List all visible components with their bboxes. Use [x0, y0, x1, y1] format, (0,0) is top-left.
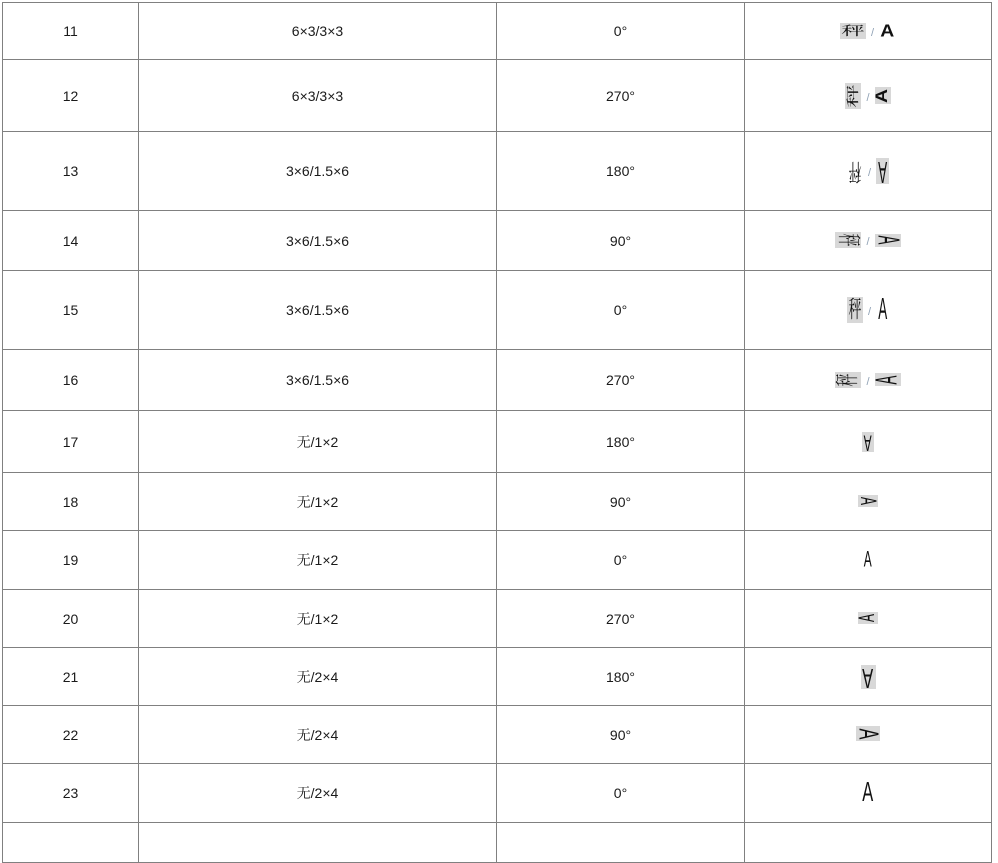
row-index-cell: 14	[3, 211, 139, 271]
char-glyph-text: 秤	[835, 373, 862, 386]
preview-cell	[745, 211, 992, 271]
slash-separator: /	[867, 167, 872, 179]
size-spec-cell: 6×3/3×3	[139, 60, 497, 132]
size-spec-cell: 3×6/1.5×6	[139, 132, 497, 211]
row-index-cell: 21	[3, 648, 139, 706]
table-row	[3, 706, 992, 764]
letter-glyph-text: A	[880, 20, 895, 41]
size-spec-cell: 6×3/3×3	[139, 3, 497, 60]
rotation-cell: 180°	[497, 411, 745, 473]
table-row-partial	[3, 823, 992, 863]
spec-table	[2, 2, 992, 863]
size-spec-cell: 3×6/1.5×6	[139, 211, 497, 271]
letter-glyph-highlighted	[855, 495, 881, 507]
rotation-cell: 270°	[497, 590, 745, 648]
size-spec-cell: 无/2×4	[139, 706, 497, 764]
table-row	[3, 132, 992, 211]
row-index-cell: 11	[3, 3, 139, 60]
preview-cell	[745, 764, 992, 823]
char-glyph-text: 秤	[848, 297, 862, 323]
table-row	[3, 350, 992, 411]
preview-cell	[745, 60, 992, 132]
preview-cell	[745, 648, 992, 706]
letter-glyph-highlighted	[852, 726, 884, 741]
glyph-preview	[840, 22, 896, 39]
slash-separator: /	[867, 306, 872, 318]
char-glyph-text: 秤	[841, 23, 865, 38]
row-index-cell: 16	[3, 350, 139, 411]
row-index-cell: 12	[3, 60, 139, 132]
rotation-cell: 90°	[497, 473, 745, 531]
letter-glyph-highlighted	[876, 154, 889, 188]
letter-glyph-text: A	[862, 661, 874, 692]
letter-glyph-text: A	[870, 235, 905, 245]
table-row	[3, 531, 992, 590]
letter-glyph-text: A	[855, 496, 881, 505]
row-index-cell: 17	[3, 411, 139, 473]
letter-glyph	[879, 22, 896, 39]
size-spec-cell: 无/1×2	[139, 473, 497, 531]
row-index-cell: 15	[3, 271, 139, 350]
size-spec-cell	[139, 823, 497, 863]
letter-glyph-highlighted	[875, 87, 891, 104]
slash-separator: /	[866, 375, 870, 388]
glyph-preview	[835, 372, 905, 388]
letter-glyph	[861, 777, 876, 809]
rotation-cell	[497, 823, 745, 863]
letter-glyph-text: A	[855, 613, 881, 622]
letter-glyph-highlighted	[862, 429, 874, 454]
table-row	[3, 271, 992, 350]
letter-glyph	[876, 293, 889, 327]
char-glyph-highlighted	[835, 372, 861, 388]
letter-glyph-text: A	[862, 777, 874, 809]
char-glyph-text: 秤	[846, 83, 861, 108]
glyph-preview	[845, 83, 890, 109]
glyph-preview	[855, 495, 881, 507]
size-spec-cell: 无/1×2	[139, 411, 497, 473]
letter-glyph-text: A	[864, 429, 872, 454]
glyph-preview	[861, 661, 876, 692]
rotation-cell: 0°	[497, 764, 745, 823]
table-row	[3, 211, 992, 271]
slash-separator: /	[866, 91, 870, 104]
preview-cell	[745, 3, 992, 60]
letter-glyph	[862, 547, 874, 573]
rotation-cell: 0°	[497, 531, 745, 590]
slash-separator: /	[870, 26, 875, 39]
size-spec-cell: 无/1×2	[139, 590, 497, 648]
size-spec-cell: 无/2×4	[139, 648, 497, 706]
preview-cell	[745, 531, 992, 590]
row-index-cell: 18	[3, 473, 139, 531]
table-row	[3, 764, 992, 823]
table-container	[2, 2, 992, 863]
letter-glyph-text: A	[878, 154, 888, 188]
row-index-cell: 20	[3, 590, 139, 648]
char-glyph-text: 秤	[848, 158, 862, 184]
rotation-cell: 270°	[497, 60, 745, 132]
char-glyph	[847, 158, 863, 184]
glyph-preview	[862, 547, 874, 573]
char-glyph-highlighted	[840, 23, 866, 39]
letter-glyph-highlighted	[861, 661, 876, 692]
rotation-cell: 90°	[497, 211, 745, 271]
table-row	[3, 411, 992, 473]
letter-glyph-text: A	[864, 547, 872, 573]
size-spec-cell: 无/1×2	[139, 531, 497, 590]
table-row	[3, 590, 992, 648]
preview-cell	[745, 473, 992, 531]
glyph-preview	[855, 612, 881, 624]
glyph-preview	[852, 726, 884, 741]
char-glyph-highlighted	[847, 297, 863, 323]
letter-glyph-text: A	[873, 88, 892, 103]
row-index-cell: 22	[3, 706, 139, 764]
table-body	[3, 3, 992, 863]
char-glyph-text: 秤	[835, 233, 862, 247]
rotation-cell: 180°	[497, 132, 745, 211]
letter-glyph-text: A	[878, 293, 888, 327]
letter-glyph-highlighted	[870, 373, 905, 386]
preview-cell	[745, 271, 992, 350]
table-row	[3, 648, 992, 706]
preview-cell	[745, 132, 992, 211]
table-row	[3, 3, 992, 60]
letter-glyph-highlighted	[870, 234, 905, 247]
preview-cell	[745, 590, 992, 648]
rotation-cell: 90°	[497, 706, 745, 764]
glyph-preview	[862, 429, 874, 454]
size-spec-cell: 3×6/1.5×6	[139, 350, 497, 411]
glyph-preview	[835, 232, 905, 248]
table-row	[3, 473, 992, 531]
rotation-cell: 0°	[497, 271, 745, 350]
rotation-cell: 0°	[497, 3, 745, 60]
char-glyph-highlighted	[845, 83, 861, 109]
row-index-cell: 19	[3, 531, 139, 590]
glyph-preview	[861, 777, 876, 809]
row-index-cell: 23	[3, 764, 139, 823]
rotation-cell: 180°	[497, 648, 745, 706]
letter-glyph-text: A	[852, 728, 884, 740]
size-spec-cell: 无/2×4	[139, 764, 497, 823]
glyph-preview	[847, 154, 889, 188]
slash-separator: /	[866, 236, 870, 248]
table-row	[3, 60, 992, 132]
char-glyph-highlighted	[835, 232, 861, 248]
row-index-cell	[3, 823, 139, 863]
preview-cell	[745, 823, 992, 863]
size-spec-cell: 3×6/1.5×6	[139, 271, 497, 350]
preview-cell	[745, 350, 992, 411]
preview-cell	[745, 706, 992, 764]
rotation-cell: 270°	[497, 350, 745, 411]
letter-glyph-text: A	[870, 375, 905, 384]
row-index-cell: 13	[3, 132, 139, 211]
preview-cell	[745, 411, 992, 473]
glyph-preview	[847, 293, 889, 327]
letter-glyph-highlighted	[855, 612, 881, 624]
